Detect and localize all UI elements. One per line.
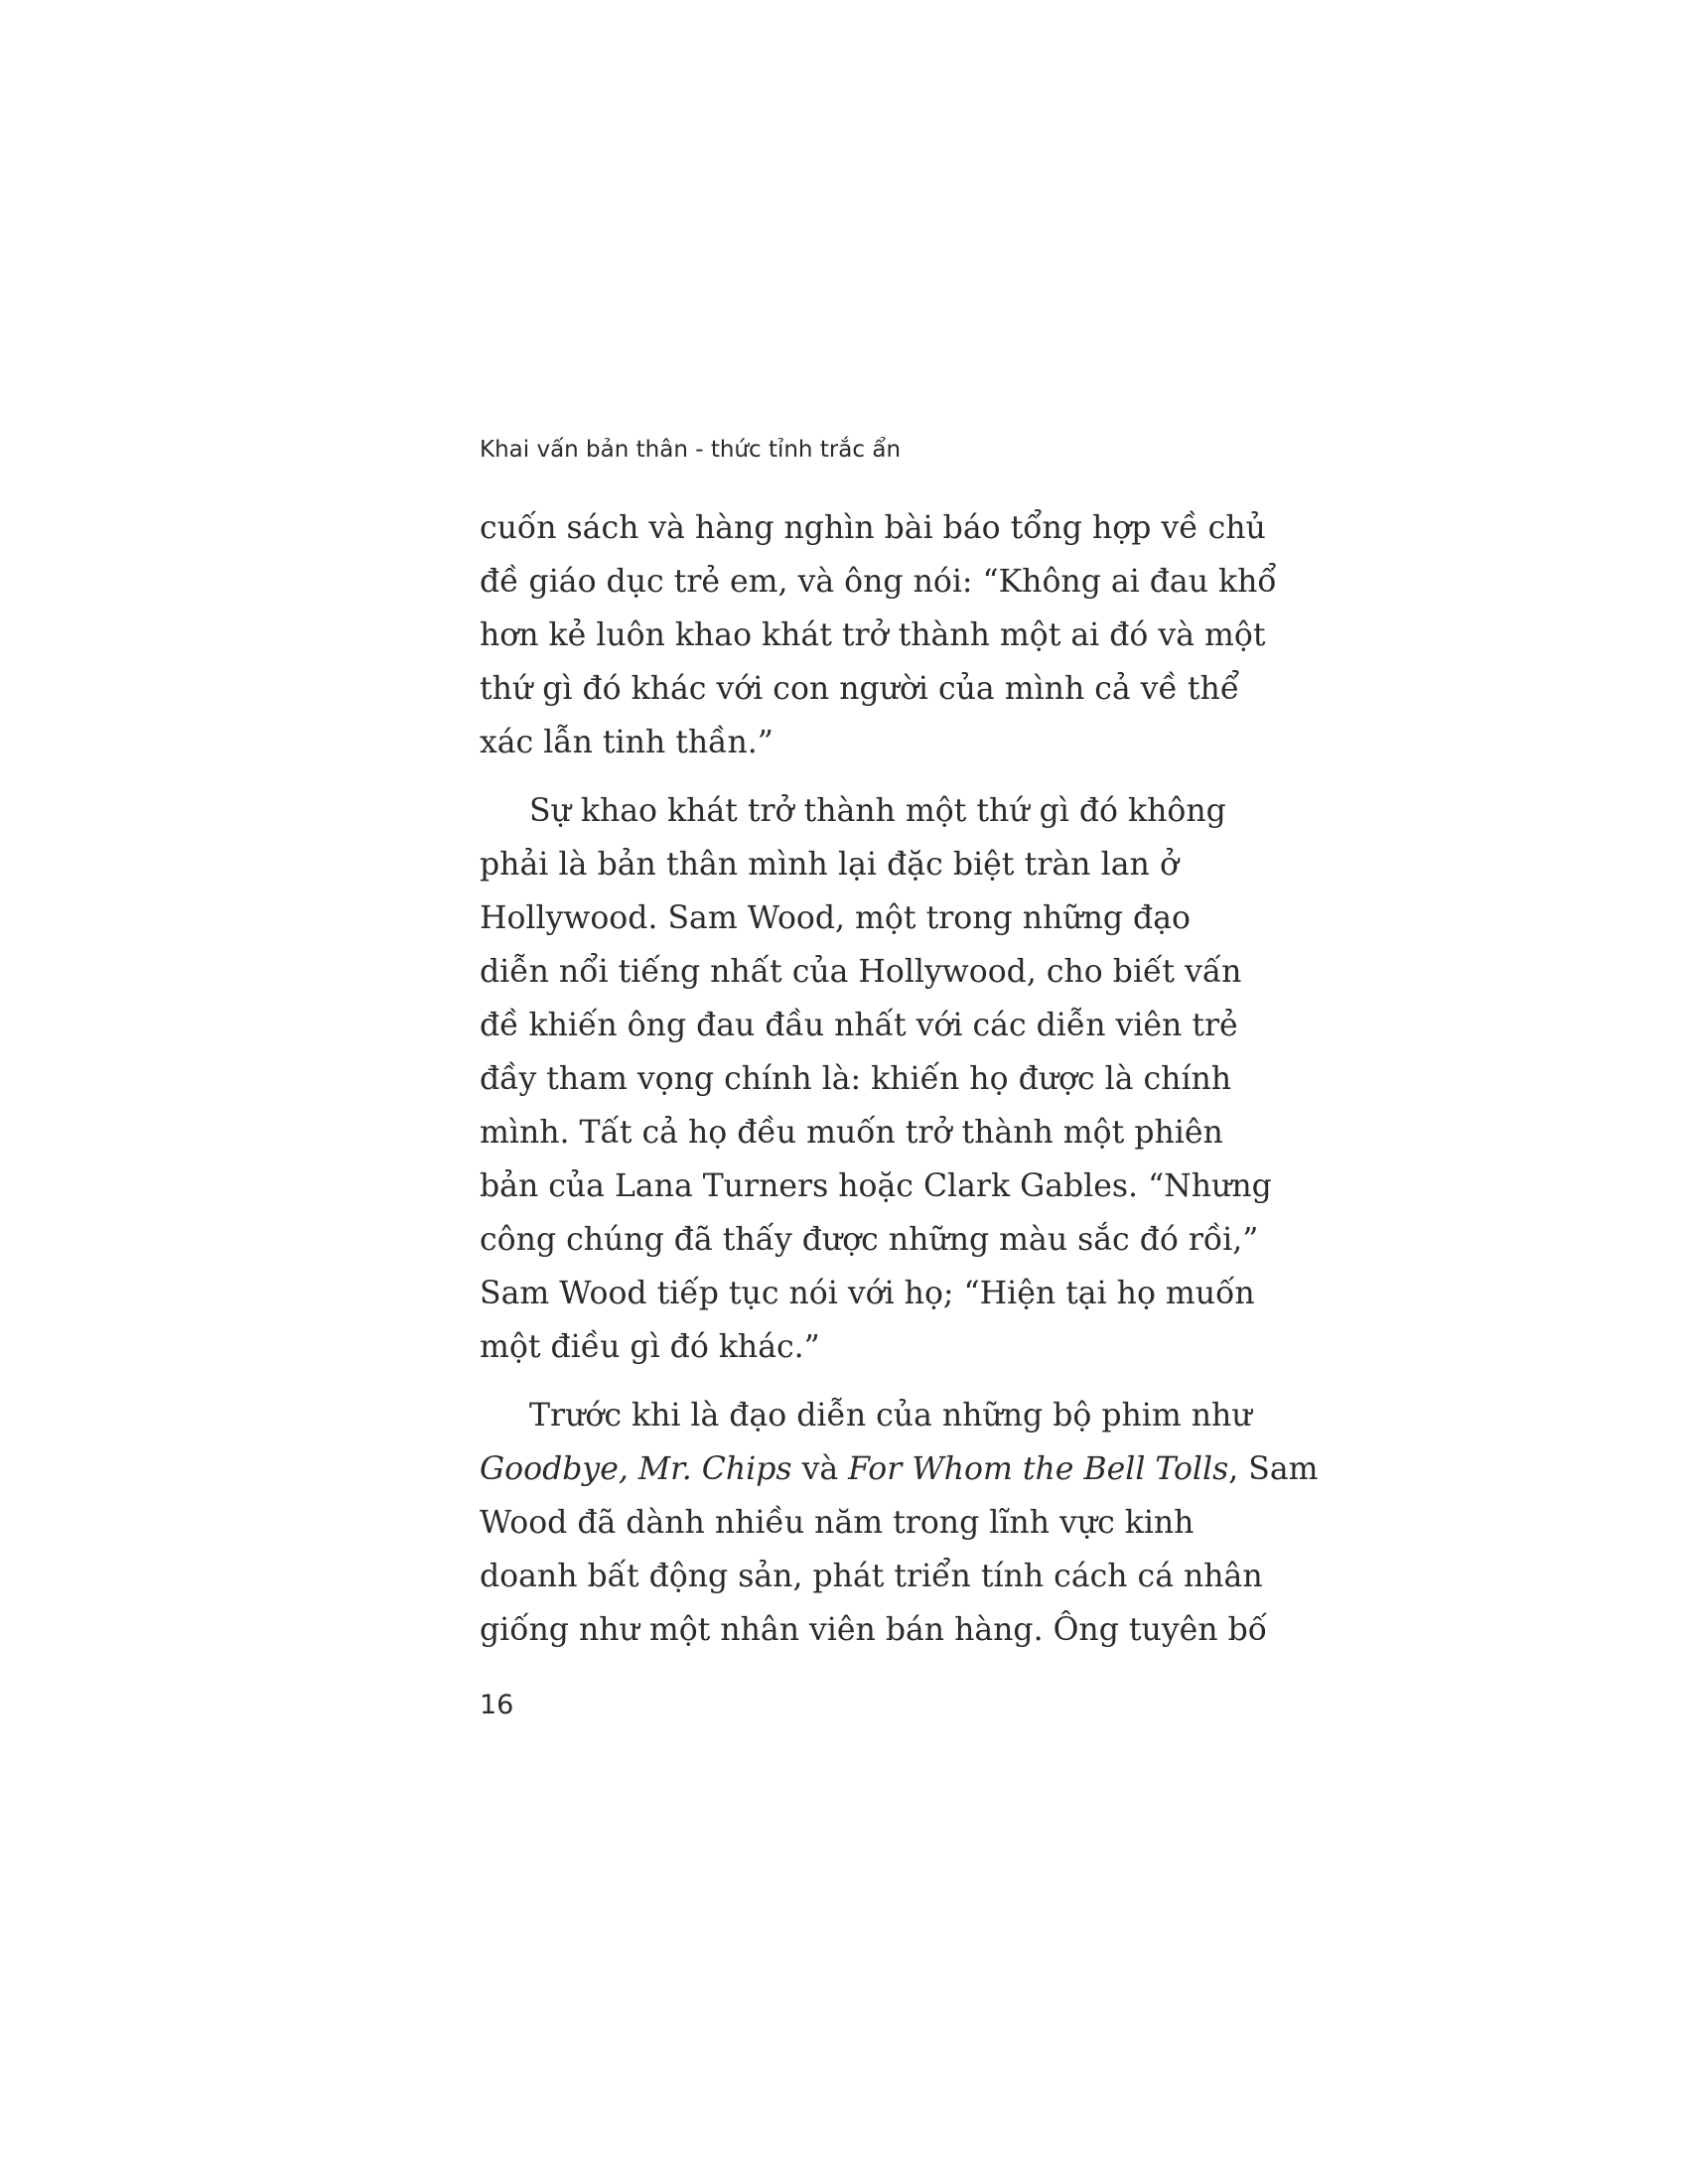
film-title: For Whom the Bell Tolls [848, 1451, 1229, 1487]
text-line: hơn kẻ luôn khao khát trở thành một ai đó và một [480, 617, 1266, 653]
text-line: mình. Tất cả họ đều muốn trở thành một phiên [480, 1115, 1223, 1151]
text-line: đề khiến ông đau đầu nhất với các diễn viên trẻ [480, 1008, 1238, 1043]
text-fragment: , Sam [1228, 1451, 1319, 1487]
text-line: cuốn sách và hàng nghìn bài báo tổng hợp về chủ [480, 510, 1266, 546]
text-line: bản của Lana Turners hoặc Clark Gables. “Nhưng [480, 1168, 1272, 1204]
text-line: Sự khao khát trở thành một thứ gì đó không [529, 793, 1226, 829]
text-line: đầy tham vọng chính là: khiến họ được là chính [480, 1061, 1232, 1097]
text-line: Trước khi là đạo diễn của những bộ phim như [529, 1398, 1252, 1433]
text-line-with-titles [480, 1451, 1319, 1487]
text-line: Sam Wood tiếp tục nói với họ; “Hiện tại họ muốn [480, 1276, 1255, 1311]
text-line: công chúng đã thấy được những màu sắc đó rồi,” [480, 1222, 1259, 1258]
page-number: 16 [480, 1690, 514, 1720]
text-line: giống như một nhân viên bán hàng. Ông tuyên bố [480, 1612, 1268, 1648]
text-line: xác lẫn tinh thần.” [480, 725, 774, 760]
text-fragment: và [791, 1451, 849, 1487]
text-line: đề giáo dục trẻ em, và ông nói: “Không ai đau khổ [480, 564, 1277, 600]
text-line: diễn nổi tiếng nhất của Hollywood, cho biết vấn [480, 954, 1242, 990]
text-line: Hollywood. Sam Wood, một trong những đạo [480, 900, 1191, 936]
text-line: Wood đã dành nhiều năm trong lĩnh vực kinh [480, 1505, 1195, 1541]
text-line: phải là bản thân mình lại đặc biệt tràn lan ở [480, 847, 1179, 883]
text-line: một điều gì đó khác.” [480, 1329, 820, 1365]
running-header: Khai vấn bản thân - thức tỉnh trắc ẩn [480, 437, 902, 463]
text-line: thứ gì đó khác với con người của mình cả về thể [480, 671, 1240, 707]
film-title: Goodbye, Mr. Chips [480, 1451, 792, 1487]
text-line: doanh bất động sản, phát triển tính cách cá nhân [480, 1559, 1263, 1594]
